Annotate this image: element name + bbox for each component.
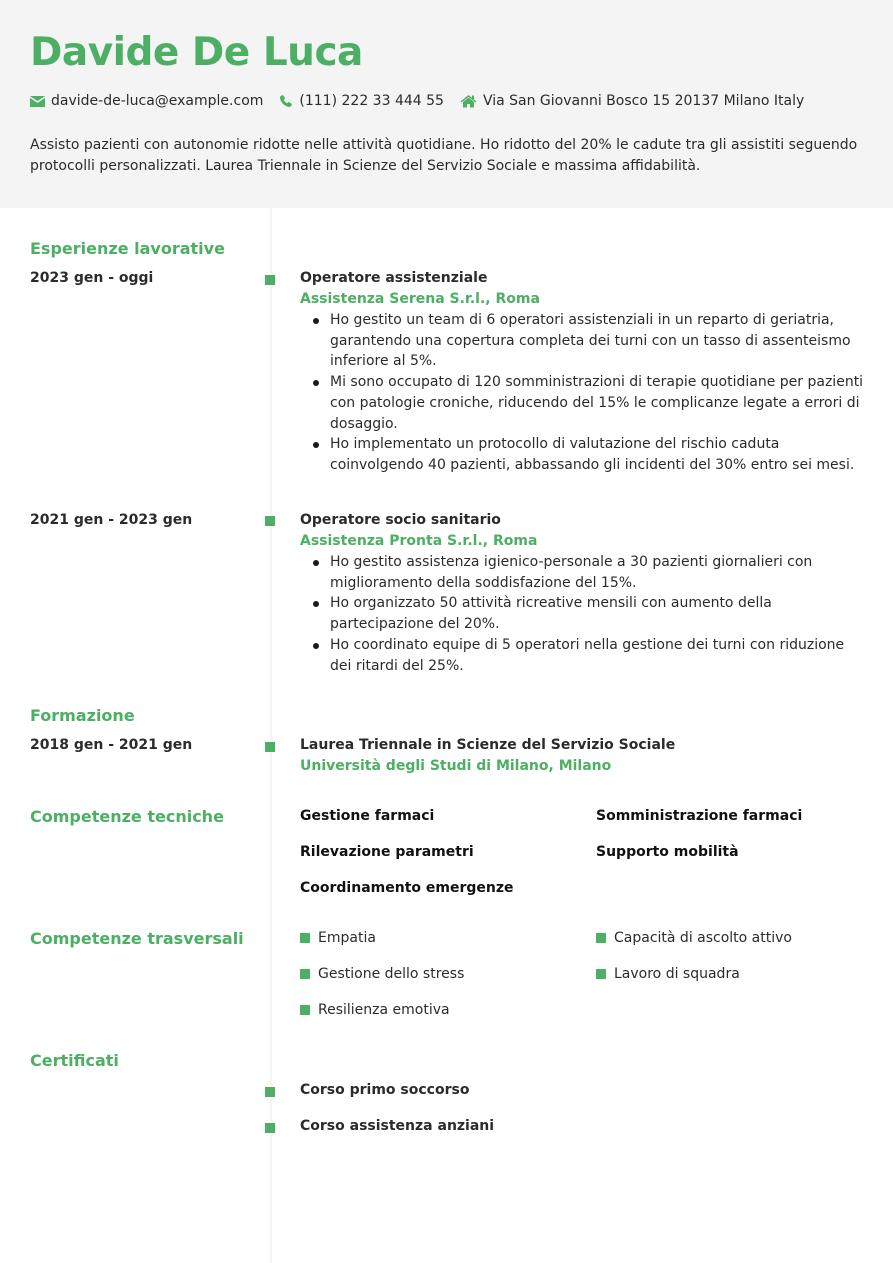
soft-skill-label: Lavoro di squadra bbox=[614, 966, 740, 982]
job-title: Operatore assistenziale bbox=[300, 270, 488, 286]
soft-skill bbox=[596, 930, 792, 946]
timeline-marker bbox=[265, 742, 275, 752]
education-dates: 2018 gen - 2021 gen bbox=[30, 737, 193, 753]
square-bullet-icon bbox=[596, 969, 606, 979]
soft-skill-label: Resilienza emotiva bbox=[318, 1002, 450, 1018]
achievement-list bbox=[300, 310, 865, 476]
timeline-marker bbox=[265, 1123, 275, 1133]
technical-skill: Rilevazione parametri bbox=[300, 844, 474, 860]
timeline-marker bbox=[265, 516, 275, 526]
soft-skill-label: Gestione dello stress bbox=[318, 966, 465, 982]
experience-dates: 2023 gen - oggi bbox=[30, 270, 154, 286]
home-icon bbox=[460, 94, 477, 108]
profile-summary: Assisto pazienti con autonomie ridotte nelle attività quotidiane. Ho ridotto del 20% le cadute tra gli assistiti seguendo protocolli personalizzati. Laurea Triennale in Scienze del Servizio Sociale e massima affidabilità. bbox=[30, 137, 858, 174]
section-title-technical-skills: Competenze tecniche bbox=[30, 807, 224, 826]
achievement-item: Ho implementato un protocollo di valutazione del rischio caduta coinvolgendo 40 pazienti, abbassando gli incidenti del 30% entro sei mesi. bbox=[330, 434, 865, 475]
certificate-item: Corso primo soccorso bbox=[300, 1082, 470, 1098]
technical-skill: Somministrazione farmaci bbox=[596, 808, 803, 824]
soft-skill-label: Empatia bbox=[318, 930, 376, 946]
square-bullet-icon bbox=[300, 933, 310, 943]
square-bullet-icon bbox=[300, 969, 310, 979]
company-name: Assistenza Serena S.r.l., Roma bbox=[300, 291, 540, 307]
timeline-marker bbox=[265, 275, 275, 285]
contact-address bbox=[460, 93, 804, 109]
square-bullet-icon bbox=[300, 1005, 310, 1015]
soft-skill bbox=[596, 966, 740, 982]
education-entry bbox=[300, 735, 865, 777]
section-title-soft-skills: Competenze trasversali bbox=[30, 929, 244, 948]
company-name: Assistenza Pronta S.r.l., Roma bbox=[300, 533, 538, 549]
square-bullet-icon bbox=[596, 933, 606, 943]
technical-skill: Supporto mobilità bbox=[596, 844, 739, 860]
achievement-item: Ho gestito assistenza igienico-personale a 30 pazienti giornalieri con miglioramento della soddisfazione del 15%. bbox=[330, 552, 865, 593]
candidate-name: Davide De Luca bbox=[30, 30, 363, 75]
achievement-item: Ho coordinato equipe di 5 operatori nella gestione dei turni con riduzione dei ritardi del 25%. bbox=[330, 635, 865, 676]
experience-entry bbox=[300, 510, 865, 676]
phone-icon bbox=[279, 94, 293, 108]
certificate-item: Corso assistenza anziani bbox=[300, 1118, 495, 1134]
degree-title: Laurea Triennale in Scienze del Servizio Sociale bbox=[300, 737, 676, 753]
achievement-list bbox=[300, 552, 865, 676]
achievement-item: Mi sono occupato di 120 somministrazioni di terapie quotidiane per pazienti con patologie croniche, riducendo del 15% le complicanze legate a errori di dosaggio. bbox=[330, 372, 865, 434]
achievement-item: Ho organizzato 50 attività ricreative mensili con aumento della partecipazione del 20%. bbox=[330, 593, 865, 634]
experience-entry bbox=[300, 268, 865, 476]
soft-skill bbox=[300, 930, 376, 946]
achievement-item: Ho gestito un team di 6 operatori assistenziali in un reparto di geriatria, garantendo una copertura completa dei turni con un tasso di assenteismo inferiore al 5%. bbox=[330, 310, 865, 372]
phone-text[interactable]: (111) 222 33 444 55 bbox=[299, 93, 444, 109]
soft-skill-label: Capacità di ascolto attivo bbox=[614, 930, 792, 946]
technical-skill: Gestione farmaci bbox=[300, 808, 435, 824]
section-title-certificates: Certificati bbox=[30, 1051, 119, 1070]
address-text: Via San Giovanni Bosco 15 20137 Milano Italy bbox=[482, 93, 805, 109]
envelope-icon bbox=[30, 96, 45, 107]
section-title-education: Formazione bbox=[30, 706, 135, 725]
technical-skill: Coordinamento emergenze bbox=[300, 880, 514, 896]
email-text[interactable]: davide-de-luca@example.com bbox=[51, 93, 264, 109]
section-title-experience: Esperienze lavorative bbox=[30, 239, 225, 258]
job-title: Operatore socio sanitario bbox=[300, 512, 501, 528]
timeline-marker bbox=[265, 1087, 275, 1097]
experience-dates: 2021 gen - 2023 gen bbox=[30, 512, 193, 528]
soft-skill bbox=[300, 1002, 450, 1018]
school-name: Università degli Studi di Milano, Milano bbox=[300, 758, 612, 774]
contact-email bbox=[30, 93, 263, 109]
resume-header bbox=[0, 0, 893, 208]
contact-phone bbox=[279, 93, 444, 109]
timeline-divider bbox=[270, 208, 272, 1263]
contact-info bbox=[30, 93, 820, 109]
soft-skill bbox=[300, 966, 464, 982]
